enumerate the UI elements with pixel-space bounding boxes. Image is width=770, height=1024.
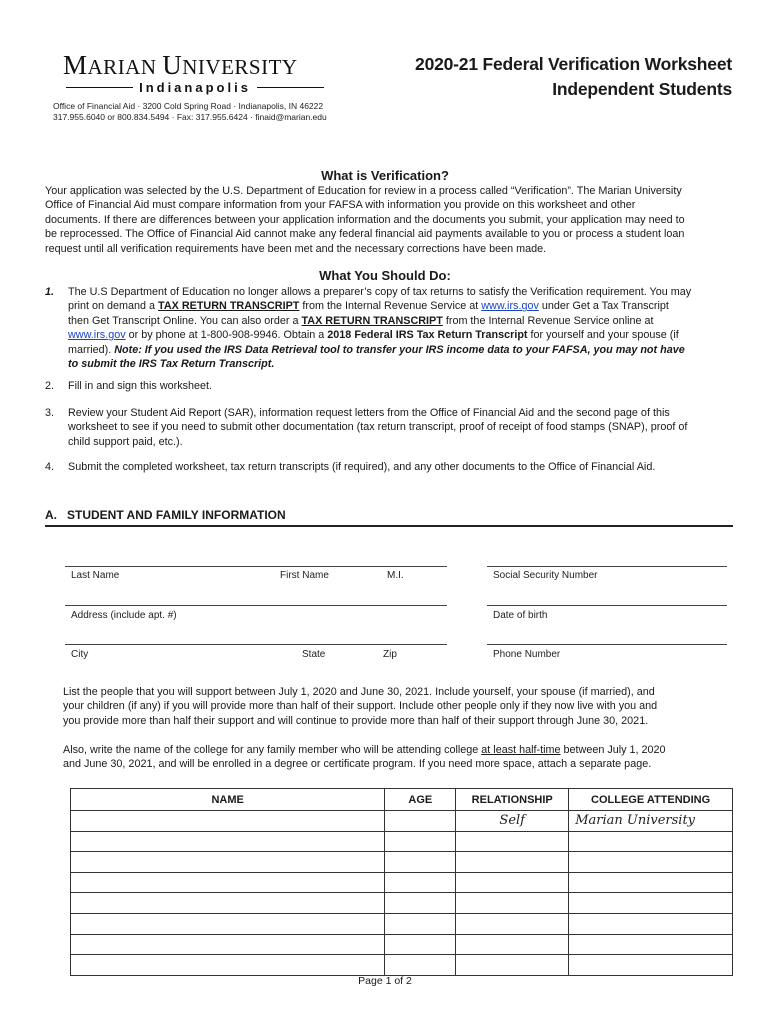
college-cell[interactable] (569, 831, 733, 852)
table-row (71, 872, 733, 893)
city-label: City (71, 649, 89, 660)
step-1-text: from the Internal Revenue Service online at (442, 314, 654, 327)
college-text: Also, write the name of the college for any family member who will be attending college (63, 744, 482, 756)
logo-letter-u: U (162, 50, 183, 80)
relationship-cell[interactable] (456, 955, 569, 976)
age-cell[interactable] (385, 852, 456, 873)
household-line-1: List the people that you will support between July 1, 2020 and June 30, 2021. Include yourself, your spouse (if married), and (63, 686, 655, 698)
step-1-text: under Get a Tax Transcript (538, 300, 669, 313)
relationship-cell[interactable] (456, 913, 569, 934)
logo-location (66, 80, 324, 95)
logo-letter-m: M (63, 50, 88, 80)
step-1-line-1: The U.S Department of Education no longer allows a preparer’s copy of tax returns to satisfy the Verification requirement. You may (68, 286, 692, 298)
irs-link[interactable]: www.irs.gov (68, 329, 126, 342)
step-4-text: Submit the completed worksheet, tax return transcripts (if required), and any other documents to the Office of Financial Aid. (68, 461, 656, 473)
college-cell[interactable] (569, 934, 733, 955)
todo-heading: What You Should Do: (319, 268, 451, 283)
page-number: Page 1 of 2 (358, 975, 412, 987)
age-cell[interactable] (385, 913, 456, 934)
age-cell[interactable] (385, 934, 456, 955)
logo-rule-right (257, 87, 324, 88)
name-cell[interactable] (71, 955, 385, 976)
irs-transcript-label: 2018 Federal IRS Tax Return Transcript (327, 329, 528, 342)
step-1-text: for yourself and your spouse (if (527, 329, 679, 342)
state-label: State (302, 649, 326, 660)
step-1-text: then Get Transcript Online. You can also order a (68, 314, 302, 327)
document-title (415, 52, 732, 102)
step-3-number: 3. (45, 407, 55, 419)
title-line-2: Independent Students (552, 79, 732, 99)
table-row (71, 934, 733, 955)
step-1-line-6: to submit the IRS Tax Return Transcript. (68, 358, 275, 371)
step-1-line-5 (68, 343, 735, 357)
college-line-1 (63, 743, 733, 757)
section-a-divider (45, 525, 733, 527)
college-marian: Marian University (575, 813, 696, 829)
college-cell[interactable] (569, 872, 733, 893)
household-instructions (63, 685, 733, 728)
step-3-line-2: worksheet to see if you need to submit other documentation (tax return transcript, proof of receipt of food stamps (SNAP), proof of (68, 421, 688, 434)
name-cell[interactable] (71, 831, 385, 852)
relationship-cell[interactable] (456, 893, 569, 914)
step-3-line-1: Review your Student Aid Report (SAR), information request letters from the Office of Financial Aid and the second page of this (68, 407, 670, 419)
step-1-text: print on demand a (68, 300, 159, 313)
zip-label: Zip (383, 649, 397, 660)
contact-phone: 317.955.6040 or 800.834.5494 · Fax: 317.955.6424 · finaid@marian.edu (53, 112, 327, 122)
age-cell[interactable] (385, 893, 456, 914)
table-row (71, 852, 733, 873)
step-1 (45, 285, 735, 371)
age-cell[interactable] (385, 831, 456, 852)
college-instructions (63, 743, 733, 772)
city-entry-line[interactable] (65, 644, 447, 645)
university-logo (63, 50, 298, 81)
logo-text-niversity: NIVERSITY (182, 55, 298, 79)
step-3 (45, 406, 735, 449)
tax-transcript-label: TAX RETURN TRANSCRIPT (301, 314, 443, 327)
step-1-text: married). (68, 343, 115, 356)
phone-label: Phone Number (493, 649, 561, 660)
age-cell[interactable] (385, 872, 456, 893)
address-label: Address (include apt. #) (71, 610, 177, 621)
table-row (71, 893, 733, 914)
college-line-2: and June 30, 2021, and will be enrolled in a degree or certificate program. If you need more space, attach a separate page. (63, 758, 652, 771)
relationship-cell[interactable] (456, 852, 569, 873)
step-1-text: from the Internal Revenue Service at (299, 300, 482, 313)
table-header-row (71, 789, 733, 811)
relationship-cell[interactable] (456, 872, 569, 893)
relationship-column-header: RELATIONSHIP (456, 789, 569, 811)
ssn-label: Social Security Number (493, 570, 598, 581)
table-row (71, 955, 733, 976)
college-cell[interactable] (569, 955, 733, 976)
half-time-emphasis: at least half-time (481, 744, 561, 756)
step-1-line-3 (68, 314, 735, 328)
household-line-2: your children (if any) if you will provide more than half of their support. Include other people only if they now live with you and (63, 700, 658, 713)
table-row (71, 811, 733, 832)
relationship-cell[interactable] (456, 811, 569, 832)
verification-line-4: be reprocessed. The Office of Financial Aid cannot make any federal financial aid payments available to you or process a student loan (45, 228, 685, 241)
dob-label: Date of birth (493, 610, 548, 621)
last-name-label: Last Name (71, 570, 120, 581)
relationship-cell[interactable] (456, 934, 569, 955)
college-cell[interactable] (569, 893, 733, 914)
dob-entry-line[interactable] (487, 605, 727, 606)
first-name-label: First Name (280, 570, 329, 581)
logo-rule-left (66, 87, 133, 88)
step-2 (45, 379, 735, 393)
college-cell[interactable] (569, 852, 733, 873)
verification-line-2: Office of Financial Aid must compare information from your FAFSA with information you provide on this worksheet and other (45, 199, 636, 212)
section-a-title: A. STUDENT AND FAMILY INFORMATION (45, 508, 286, 522)
verification-line-1: Your application was selected by the U.S. Department of Education for review in a process called “Verification”. The Marian University (45, 185, 682, 197)
name-cell[interactable] (71, 852, 385, 873)
step-1-line-4 (68, 328, 735, 342)
name-cell[interactable] (71, 893, 385, 914)
step-4 (45, 460, 735, 474)
verification-heading: What is Verification? (321, 168, 449, 183)
logo-text-arian: ARIAN (87, 55, 163, 79)
logo-location-text: Indianapolis (139, 80, 251, 95)
step-2-text: Fill in and sign this worksheet. (68, 380, 213, 392)
step-3-line-3: child support paid, etc.). (68, 435, 183, 448)
contact-address: Office of Financial Aid · 3200 Cold Spring Road · Indianapolis, IN 46222 (53, 101, 324, 111)
tax-transcript-label: TAX RETURN TRANSCRIPT (158, 300, 300, 313)
step-1-text: or by phone at 1-800-908-9946. Obtain a (125, 329, 328, 342)
college-text: between July 1, 2020 (560, 744, 666, 756)
irs-link[interactable]: www.irs.gov (481, 300, 539, 313)
verification-paragraph (45, 184, 725, 256)
address-entry-line[interactable] (65, 605, 447, 606)
irs-drt-note: Note: If you used the IRS Data Retrieval tool to transfer your IRS income data to your FAFSA, you may not have (114, 343, 685, 356)
name-cell[interactable] (71, 872, 385, 893)
name-cell[interactable] (71, 934, 385, 955)
verification-line-5: request until all verification requirements have been met and the necessary corrections have been made. (45, 242, 547, 255)
name-cell[interactable] (71, 811, 385, 832)
table-row (71, 913, 733, 934)
step-4-number: 4. (45, 461, 55, 473)
college-cell[interactable] (569, 913, 733, 934)
step-1-line-2 (68, 299, 735, 313)
verification-line-3: documents. If there are differences between your application information and the documents you submit, your application may need to (45, 213, 685, 226)
name-entry-line[interactable] (65, 566, 447, 567)
step-1-number: 1. (45, 286, 55, 298)
household-line-3: you provide more than half their support and will continue to provide more than half of their support through June 30, 2021. (63, 714, 649, 727)
ssn-entry-line[interactable] (487, 566, 727, 567)
age-cell[interactable] (385, 811, 456, 832)
title-line-1: 2020-21 Federal Verification Worksheet (415, 54, 732, 74)
step-2-number: 2. (45, 380, 55, 392)
table-row (71, 831, 733, 852)
age-cell[interactable] (385, 955, 456, 976)
phone-entry-line[interactable] (487, 644, 727, 645)
relationship-self: Self (499, 813, 525, 829)
name-column-header: NAME (71, 789, 385, 811)
name-cell[interactable] (71, 913, 385, 934)
household-table (70, 788, 733, 976)
college-column-header: COLLEGE ATTENDING (569, 789, 733, 811)
relationship-cell[interactable] (456, 831, 569, 852)
middle-initial-label: M.I. (387, 570, 404, 581)
college-cell[interactable] (569, 811, 733, 832)
age-column-header: AGE (385, 789, 456, 811)
